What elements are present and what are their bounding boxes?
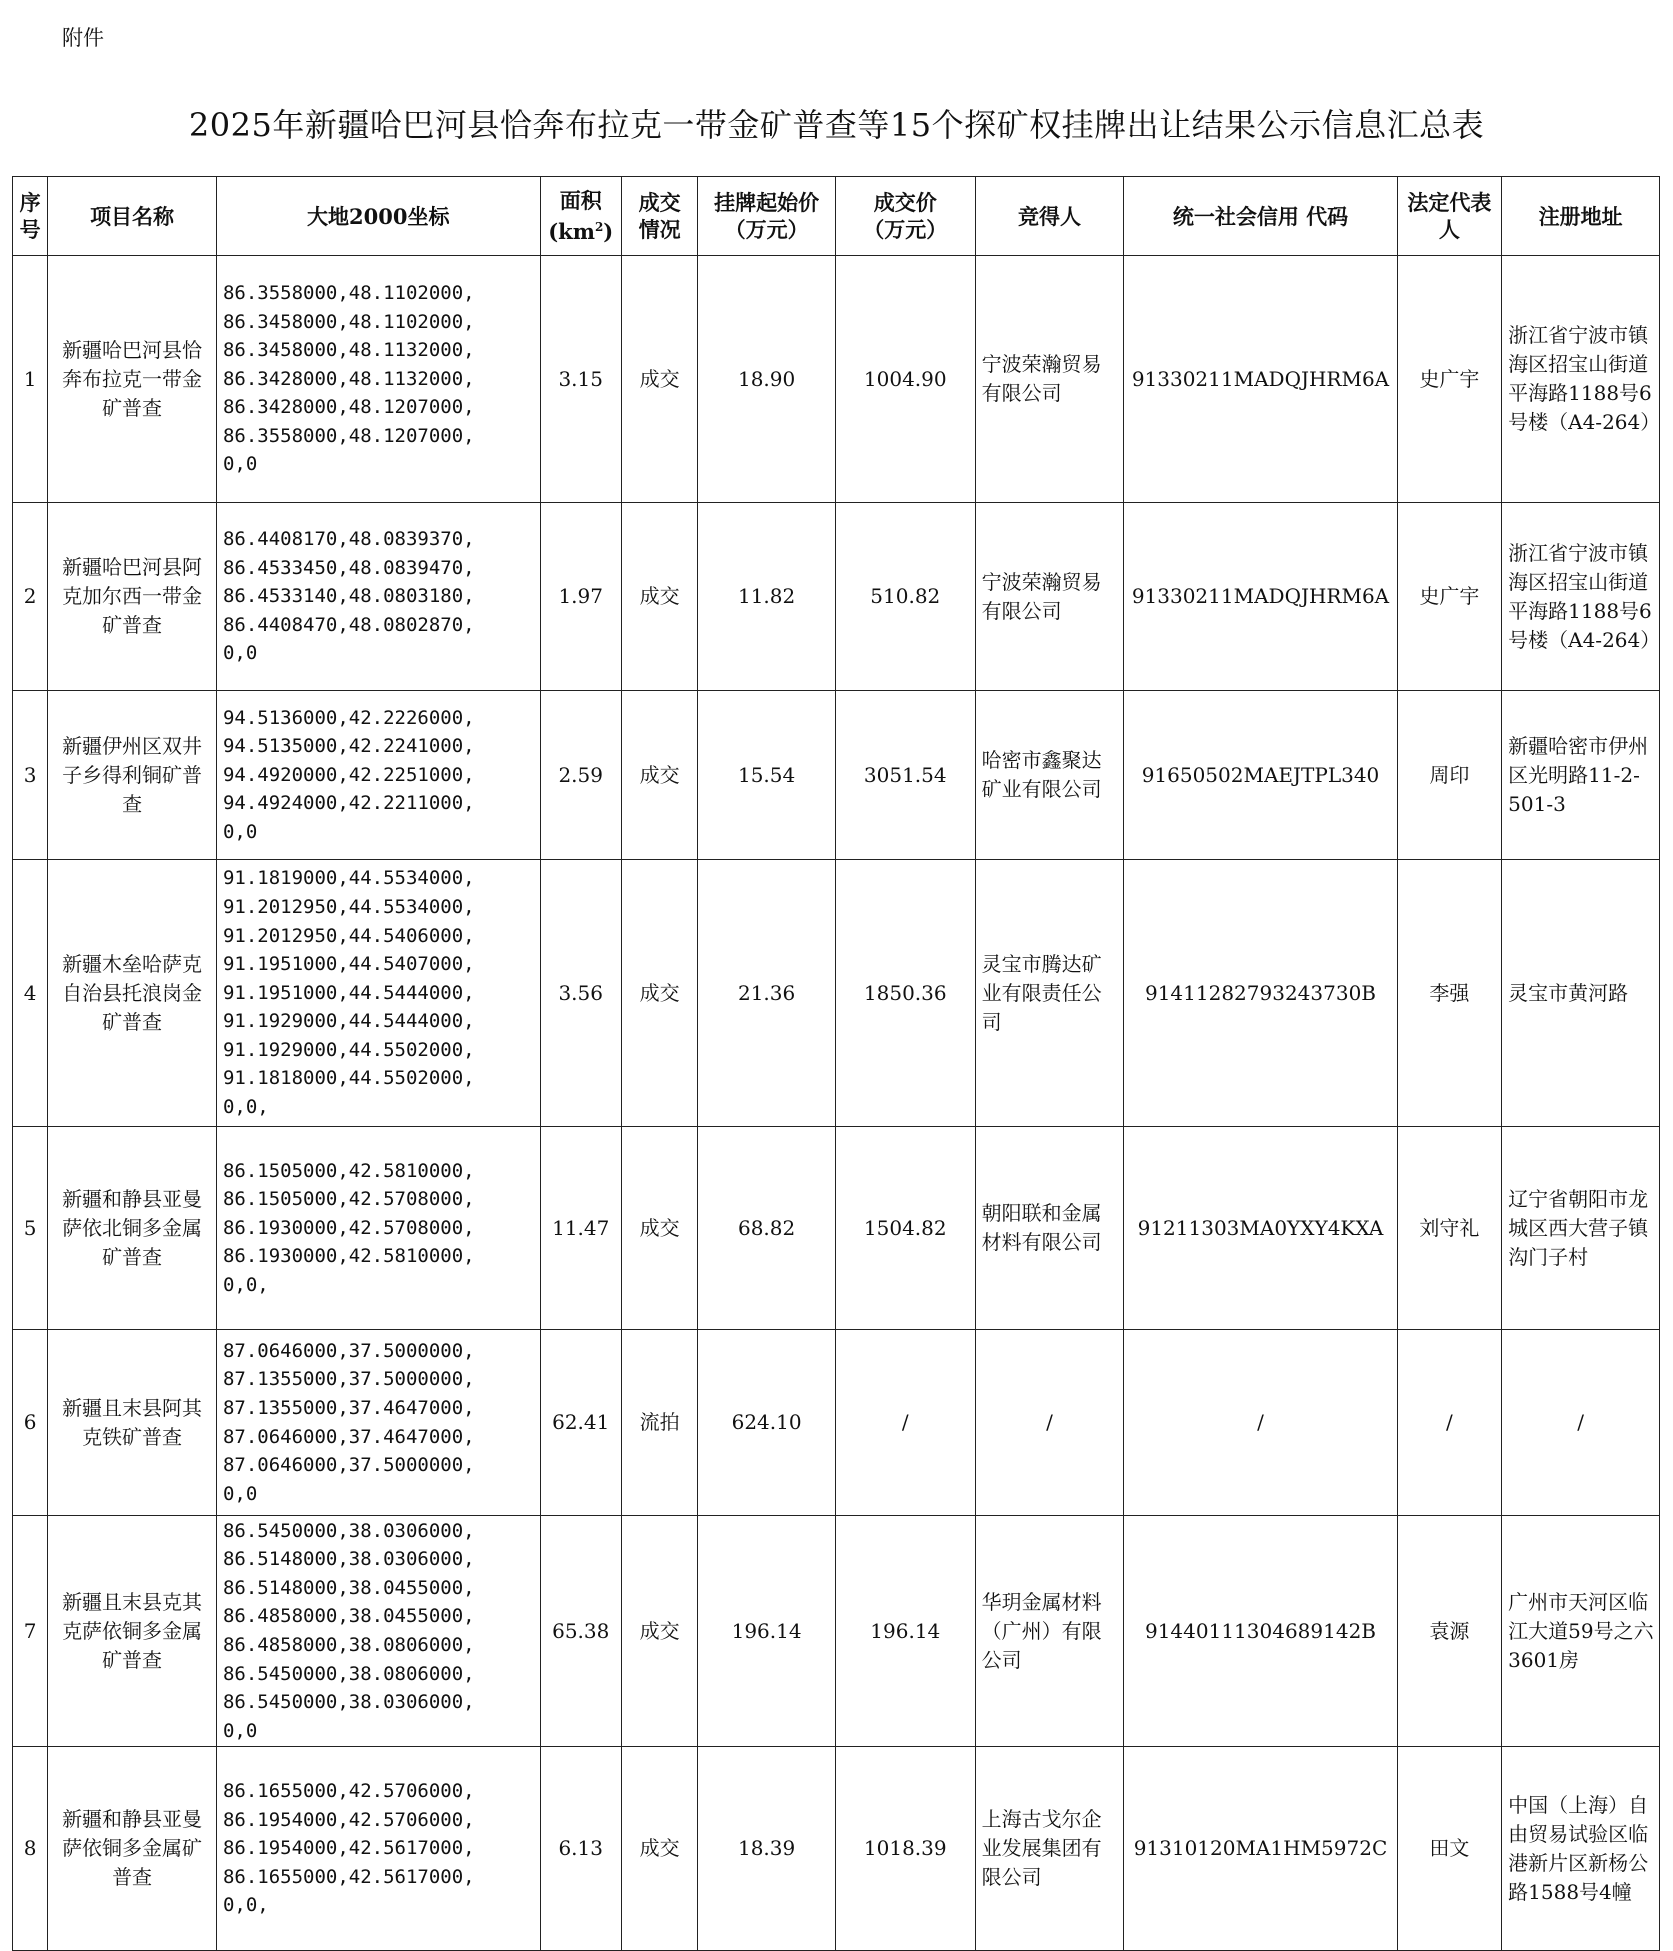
coordinate-line: 94.4920000,42.2251000, [222,763,475,786]
registered-address: / [1502,1330,1660,1516]
table-body [13,256,1660,1951]
winner-name: 哈密市鑫聚达矿业有限公司 [975,691,1124,860]
coordinate-line: 86.5450000,38.0306000, [222,1691,475,1714]
start-price: 624.10 [698,1330,836,1516]
coordinate-line: 86.3458000,48.1102000, [222,310,475,333]
start-price: 18.39 [698,1747,836,1951]
header-status-line2: 情况 [638,217,681,242]
table-row [13,1516,1660,1747]
header-start-price-line2: （万元） [724,217,809,242]
coordinate-line: 91.1819000,44.5534000, [222,867,475,890]
header-coords: 大地2000坐标 [216,177,540,256]
credit-code: 91310120MA1HM5972C [1124,1747,1397,1951]
coordinate-line: 86.1505000,42.5810000, [222,1159,475,1182]
coordinate-line: 86.1505000,42.5708000, [222,1188,475,1211]
header-row [13,177,1660,256]
table-row [13,1330,1660,1516]
header-area-line2: (km [548,219,595,244]
coordinate-line: 86.4858000,38.0455000, [222,1605,475,1628]
header-deal-price-line2: （万元） [863,217,948,242]
coordinate-line: 0,0 [222,1719,258,1742]
deal-price: 1504.82 [835,1127,975,1330]
coordinates [216,1516,540,1747]
header-name: 项目名称 [48,177,217,256]
coordinate-line: 86.5450000,38.0306000, [222,1519,475,1542]
row-no: 3 [13,691,48,860]
deal-price: 1018.39 [835,1747,975,1951]
header-area-sup: 2 [594,220,604,234]
coordinate-line: 87.0646000,37.5000000, [222,1454,475,1477]
header-status [621,177,697,256]
coordinate-line: 86.1954000,42.5706000, [222,1808,475,1831]
header-area [540,177,621,256]
project-name: 新疆且末县克其克萨依铜多金属矿普查 [48,1516,217,1747]
header-area-line1: 面积 [559,188,602,213]
coordinate-line: 87.1355000,37.5000000, [222,1368,475,1391]
table-row [13,691,1660,860]
coordinate-line: 86.4408170,48.0839370, [222,528,475,551]
header-legal-rep: 法定代表人 [1397,177,1502,256]
start-price: 11.82 [698,503,836,691]
area-value: 6.13 [540,1747,621,1951]
legal-representative: / [1397,1330,1502,1516]
coordinate-line: 91.1818000,44.5502000, [222,1067,475,1090]
legal-representative: 周印 [1397,691,1502,860]
area-value: 3.15 [540,256,621,503]
legal-representative: 李强 [1397,860,1502,1127]
coordinates [216,1330,540,1516]
coordinate-line: 86.5148000,38.0306000, [222,1548,475,1571]
project-name: 新疆和静县亚曼萨依北铜多金属矿普查 [48,1127,217,1330]
coordinate-line: 86.1954000,42.5617000, [222,1837,475,1860]
winner-name: 华玥金属材料（广州）有限公司 [975,1516,1124,1747]
row-no: 2 [13,503,48,691]
area-value: 1.97 [540,503,621,691]
credit-code: 91330211MADQJHRM6A [1124,256,1397,503]
row-no: 1 [13,256,48,503]
deal-status: 成交 [621,691,697,860]
coordinate-line: 91.2012950,44.5534000, [222,895,475,918]
coordinate-line: 91.2012950,44.5406000, [222,924,475,947]
deal-price: / [835,1330,975,1516]
credit-code: 91211303MA0YXY4KXA [1124,1127,1397,1330]
coordinate-line: 0,0 [222,642,258,665]
registered-address: 灵宝市黄河路 [1502,860,1660,1127]
header-start-price-line1: 挂牌起始价 [714,190,820,215]
coordinate-line: 86.3458000,48.1132000, [222,339,475,362]
winner-name: 宁波荣瀚贸易有限公司 [975,503,1124,691]
legal-representative: 史广宇 [1397,256,1502,503]
start-price: 196.14 [698,1516,836,1747]
deal-status: 流拍 [621,1330,697,1516]
coordinate-line: 94.5135000,42.2241000, [222,735,475,758]
deal-status: 成交 [621,1516,697,1747]
coordinate-line: 94.5136000,42.2226000, [222,706,475,729]
header-start-price [698,177,836,256]
project-name: 新疆且末县阿其克铁矿普查 [48,1330,217,1516]
project-name: 新疆木垒哈萨克自治县托浪岗金矿普查 [48,860,217,1127]
project-name: 新疆伊州区双井子乡得利铜矿普查 [48,691,217,860]
row-no: 4 [13,860,48,1127]
coordinate-line: 94.4924000,42.2211000, [222,792,475,815]
legal-representative: 刘守礼 [1397,1127,1502,1330]
credit-code: 91411282793243730B [1124,860,1397,1127]
deal-price: 1850.36 [835,860,975,1127]
coordinate-line: 86.4408470,48.0802870, [222,613,475,636]
deal-status: 成交 [621,1127,697,1330]
header-winner: 竞得人 [975,177,1124,256]
coordinate-line: 87.0646000,37.4647000, [222,1425,475,1448]
row-no: 5 [13,1127,48,1330]
deal-status: 成交 [621,503,697,691]
coordinates [216,691,540,860]
header-status-line1: 成交 [638,190,681,215]
winner-name: / [975,1330,1124,1516]
coordinate-line: 86.4858000,38.0806000, [222,1634,475,1656]
coordinate-line: 0,0 [222,820,258,843]
row-no: 7 [13,1516,48,1747]
deal-price: 510.82 [835,503,975,691]
winner-name: 宁波荣瀚贸易有限公司 [975,256,1124,503]
deal-price: 1004.90 [835,256,975,503]
deal-status: 成交 [621,256,697,503]
coordinate-line: 86.5450000,38.0806000, [222,1662,475,1685]
document-title: 2025年新疆哈巴河县恰奔布拉克一带金矿普查等15个探矿权挂牌出让结果公示信息汇总表 [188,106,1485,144]
coordinate-line: 87.0646000,37.5000000, [222,1339,475,1362]
area-value: 62.41 [540,1330,621,1516]
deal-price: 3051.54 [835,691,975,860]
credit-code: 91650502MAEJTPL340 [1124,691,1397,860]
area-value: 11.47 [540,1127,621,1330]
credit-code: 91330211MADQJHRM6A [1124,503,1397,691]
header-credit-code: 统一社会信用 代码 [1124,177,1397,256]
row-no: 6 [13,1330,48,1516]
credit-code: / [1124,1330,1397,1516]
deal-price: 196.14 [835,1516,975,1747]
legal-representative: 田文 [1397,1747,1502,1951]
start-price: 15.54 [698,691,836,860]
coordinates [216,503,540,691]
project-name: 新疆哈巴河县恰奔布拉克一带金矿普查 [48,256,217,503]
table-row [13,256,1660,503]
header-no: 序号 [13,177,48,256]
project-name: 新疆和静县亚曼萨依铜多金属矿普查 [48,1747,217,1951]
coordinate-line: 86.3558000,48.1207000, [222,424,475,447]
registered-address: 辽宁省朝阳市龙城区西大营子镇沟门子村 [1502,1127,1660,1330]
coordinate-line: 86.4533140,48.0803180, [222,585,475,608]
winner-name: 上海古戈尔企业发展集团有限公司 [975,1747,1124,1951]
coordinate-line: 86.1655000,42.5617000, [222,1865,475,1888]
header-area-close: ) [603,219,614,244]
coordinates [216,1127,540,1330]
coordinate-line: 86.1930000,42.5810000, [222,1245,475,1268]
start-price: 21.36 [698,860,836,1127]
coordinate-line: 86.3428000,48.1207000, [222,396,475,419]
attachment-label: 附件 [62,26,104,50]
winner-name: 朝阳联和金属材料有限公司 [975,1127,1124,1330]
area-value: 3.56 [540,860,621,1127]
coordinate-line: 87.1355000,37.4647000, [222,1396,475,1419]
coordinates [216,256,540,503]
coordinate-line: 0,0, [222,1273,269,1296]
header-deal-price [835,177,975,256]
registered-address: 中国（上海）自由贸易试验区临港新片区新杨公路1588号4幢 [1502,1747,1660,1951]
credit-code: 91440111304689142B [1124,1516,1397,1747]
legal-representative: 袁源 [1397,1516,1502,1747]
deal-status: 成交 [621,860,697,1127]
winner-name: 灵宝市腾达矿业有限责任公司 [975,860,1124,1127]
coordinate-line: 86.5148000,38.0455000, [222,1576,475,1599]
coordinate-line: 91.1951000,44.5407000, [222,953,475,976]
project-name: 新疆哈巴河县阿克加尔西一带金矿普查 [48,503,217,691]
coordinate-line: 86.3428000,48.1132000, [222,367,475,390]
coordinate-line: 86.4533450,48.0839470, [222,556,475,579]
coordinate-line: 91.1929000,44.5444000, [222,1010,475,1033]
area-value: 65.38 [540,1516,621,1747]
registered-address: 浙江省宁波市镇海区招宝山街道平海路1188号6号楼（A4-264） [1502,503,1660,691]
table-row [13,860,1660,1127]
coordinate-line: 0,0, [222,1096,269,1119]
results-table [12,176,1660,1951]
coordinate-line: 0,0 [222,453,258,476]
coordinate-line: 86.1655000,42.5706000, [222,1780,475,1803]
registered-address: 新疆哈密市伊州区光明路11-2-501-3 [1502,691,1660,860]
registered-address: 广州市天河区临江大道59号之六3601房 [1502,1516,1660,1747]
row-no: 8 [13,1747,48,1951]
coordinate-line: 0,0, [222,1894,269,1917]
registered-address: 浙江省宁波市镇海区招宝山街道平海路1188号6号楼（A4-264） [1502,256,1660,503]
legal-representative: 史广宇 [1397,503,1502,691]
coordinate-line: 91.1929000,44.5502000, [222,1038,475,1061]
coordinates [216,860,540,1127]
coordinate-line: 91.1951000,44.5444000, [222,981,475,1004]
coordinate-line: 0,0 [222,1482,258,1505]
area-value: 2.59 [540,691,621,860]
header-address: 注册地址 [1502,177,1660,256]
deal-status: 成交 [621,1747,697,1951]
table-row [13,1127,1660,1330]
coordinate-line: 86.1930000,42.5708000, [222,1216,475,1239]
header-deal-price-line1: 成交价 [873,190,937,215]
start-price: 18.90 [698,256,836,503]
start-price: 68.82 [698,1127,836,1330]
coordinate-line: 86.3558000,48.1102000, [222,281,475,304]
table-row [13,503,1660,691]
